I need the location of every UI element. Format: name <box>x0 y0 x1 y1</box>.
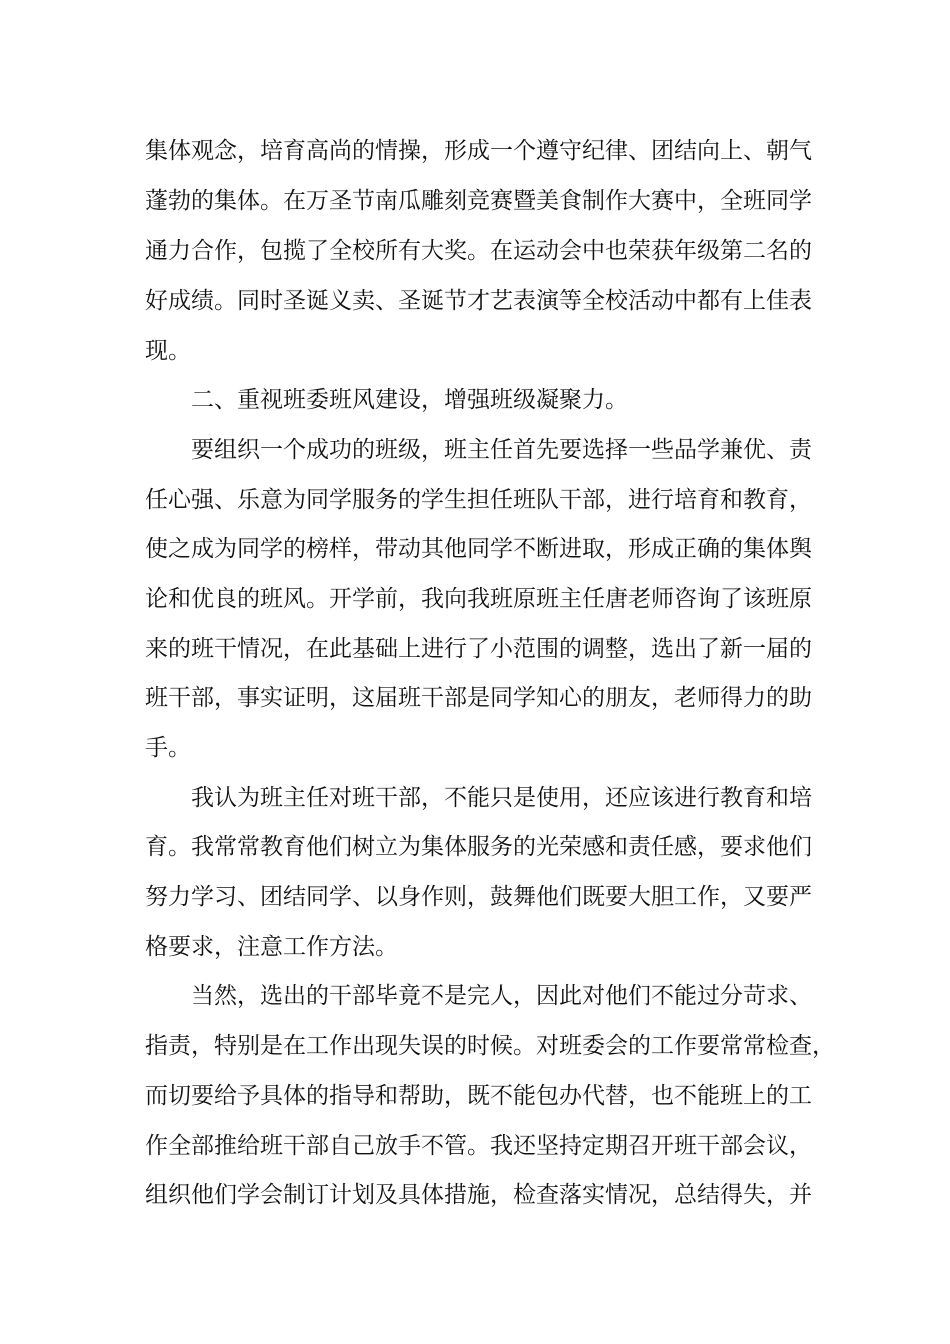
text-line: 作全部推给班干部自己放手不管。我还坚持定期召开班干部会议， <box>145 1133 812 1159</box>
text-line: 使之成为同学的榜样，带动其他同学不断进取，形成正确的集体舆 <box>145 536 812 562</box>
text-line: 任心强、乐意为同学服务的学生担任班队干部，进行培育和教育， <box>145 487 812 513</box>
text-line: 现。 <box>145 338 191 364</box>
text-line: 组织他们学会制订计划及具体措施，检查落实情况，总结得失，并 <box>145 1182 812 1208</box>
text-line: 班干部，事实证明，这届班干部是同学知心的朋友，老师得力的助 <box>145 685 812 711</box>
text-line: 指责，特别是在工作出现失误的时候。对班委会的工作要常常检查， <box>145 1033 835 1059</box>
text-line: 通力合作，包揽了全校所有大奖。在运动会中也荣获年级第二名的 <box>145 238 812 264</box>
text-line: 论和优良的班风。开学前，我向我班原班主任唐老师咨询了该班原 <box>145 586 812 612</box>
text-line: 蓬勃的集体。在万圣节南瓜雕刻竞赛暨美食制作大赛中，全班同学 <box>145 188 812 214</box>
text-line: 来的班干情况，在此基础上进行了小范围的调整，选出了新一届的 <box>145 636 812 662</box>
text-line: 手。 <box>145 735 191 761</box>
text-line: 集体观念，培育高尚的情操，形成一个遵守纪律、团结向上、朝气 <box>145 138 812 164</box>
text-line: 我认为班主任对班干部，不能只是使用，还应该进行教育和培 <box>191 785 812 811</box>
text-line: 格要求，注意工作方法。 <box>145 934 398 960</box>
section-heading: 二、重视班委班风建设，增强班级凝聚力。 <box>191 387 628 413</box>
text-line: 育。我常常教育他们树立为集体服务的光荣感和责任感，要求他们 <box>145 834 812 860</box>
text-line: 要组织一个成功的班级，班主任首先要选择一些品学兼优、责 <box>191 437 812 463</box>
text-line: 努力学习、团结同学、以身作则，鼓舞他们既要大胆工作，又要严 <box>145 884 812 910</box>
text-line: 当然，选出的干部毕竟不是完人，因此对他们不能过分苛求、 <box>191 983 812 1009</box>
text-line: 好成绩。同时圣诞义卖、圣诞节才艺表演等全校活动中都有上佳表 <box>145 288 812 314</box>
text-line: 而切要给予具体的指导和帮助，既不能包办代替，也不能班上的工 <box>145 1083 812 1109</box>
